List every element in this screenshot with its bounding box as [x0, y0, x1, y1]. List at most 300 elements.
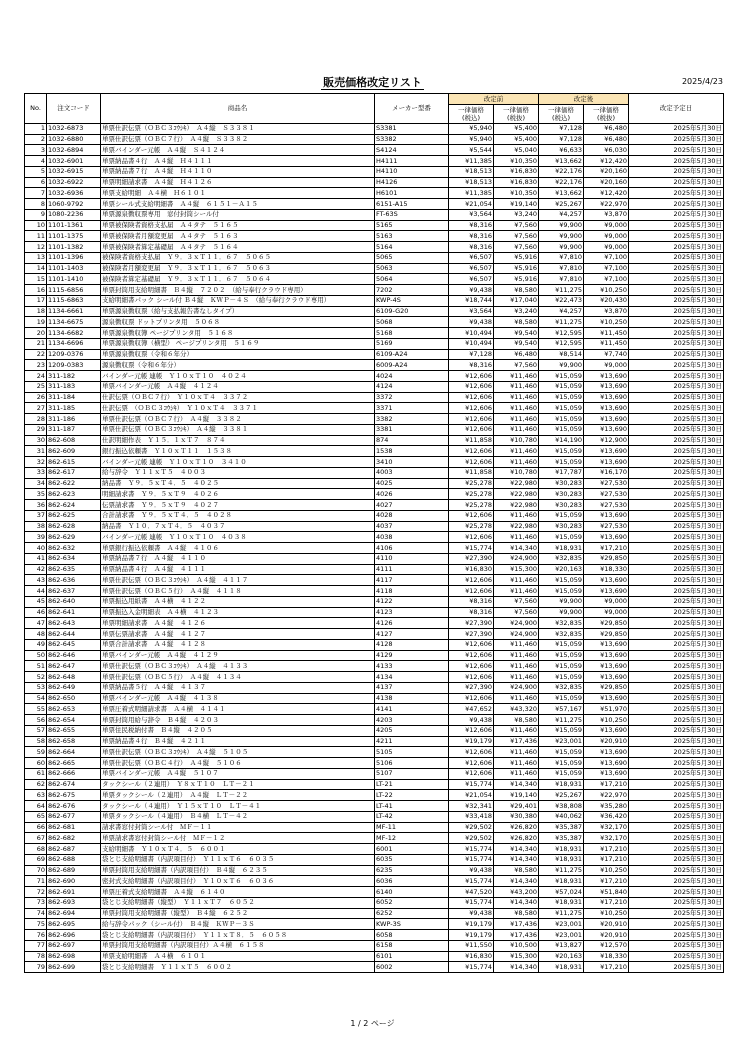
table-row	[25, 553, 724, 564]
row-after-tax-ex: ¥9,000	[584, 360, 629, 371]
row-before-tax-ex: ¥22,980	[494, 489, 539, 500]
row-date: 2025年5月30日	[629, 263, 724, 274]
row-code: 862-629	[47, 532, 101, 543]
row-code: 1032-6936	[47, 188, 101, 199]
row-before-tax-ex: ¥19,140	[494, 199, 539, 210]
row-maker: LT-21	[375, 779, 449, 790]
row-after-tax-in: ¥6,633	[539, 145, 584, 156]
row-before-tax-in: ¥6,507	[449, 274, 494, 285]
row-no: 26	[25, 392, 47, 403]
row-after-tax-ex: ¥13,690	[584, 650, 629, 661]
row-after-tax-in: ¥11,275	[539, 715, 584, 726]
row-before-tax-ex: ¥14,340	[494, 779, 539, 790]
row-no: 31	[25, 446, 47, 457]
row-after-tax-ex: ¥12,420	[584, 156, 629, 167]
row-name: 単票伝票請求書 Ａ４縦 ４１２７	[101, 629, 375, 640]
row-date: 2025年5月30日	[629, 930, 724, 941]
row-name: 支給明細書パック シール付 Ｂ４縦 ＫＷＰ－４Ｓ （給与奉行クラウド専用）	[101, 295, 375, 306]
row-before-tax-in: ¥19,179	[449, 930, 494, 941]
row-after-tax-in: ¥15,059	[539, 758, 584, 769]
row-after-tax-in: ¥11,275	[539, 285, 584, 296]
row-before-tax-in: ¥12,606	[449, 725, 494, 736]
row-maker: KWP-3S	[375, 919, 449, 930]
row-maker: 4134	[375, 672, 449, 683]
row-after-tax-ex: ¥20,430	[584, 295, 629, 306]
table-row	[25, 338, 724, 349]
row-before-tax-ex: ¥17,436	[494, 919, 539, 930]
row-after-tax-ex: ¥9,000	[584, 220, 629, 231]
row-maker: 4025	[375, 478, 449, 489]
row-name: 単票納品書４行 Ａ４縦 Ｈ４１１１	[101, 156, 375, 167]
row-before-tax-in: ¥5,940	[449, 134, 494, 145]
header-before-tax-ex: 一律価格 (税抜)	[494, 104, 539, 123]
row-maker: 5106	[375, 758, 449, 769]
row-after-tax-in: ¥15,059	[539, 661, 584, 672]
row-date: 2025年5月30日	[629, 500, 724, 511]
table-row	[25, 457, 724, 468]
row-before-tax-in: ¥15,774	[449, 844, 494, 855]
row-after-tax-in: ¥12,595	[539, 328, 584, 339]
row-maker: 3372	[375, 392, 449, 403]
row-maker: 6109-A24	[375, 349, 449, 360]
row-code: 862-655	[47, 725, 101, 736]
row-after-tax-in: ¥15,059	[539, 693, 584, 704]
table-row	[25, 134, 724, 145]
row-before-tax-ex: ¥11,460	[494, 424, 539, 435]
row-before-tax-ex: ¥8,580	[494, 285, 539, 296]
row-before-tax-in: ¥47,520	[449, 887, 494, 898]
row-after-tax-ex: ¥27,530	[584, 500, 629, 511]
row-before-tax-ex: ¥7,560	[494, 607, 539, 618]
row-code: 862-641	[47, 607, 101, 618]
row-no: 18	[25, 306, 47, 317]
table-row	[25, 607, 724, 618]
row-before-tax-ex: ¥22,980	[494, 478, 539, 489]
row-date: 2025年5月30日	[629, 618, 724, 629]
row-no: 78	[25, 951, 47, 962]
row-before-tax-in: ¥6,507	[449, 252, 494, 263]
row-after-tax-in: ¥20,163	[539, 564, 584, 575]
row-no: 71	[25, 876, 47, 887]
row-maker: 3381	[375, 424, 449, 435]
table-row	[25, 467, 724, 478]
row-before-tax-in: ¥12,606	[449, 371, 494, 382]
row-name: 単票源泉徴収簿（横型） ページプリンタ用 ５１６９	[101, 338, 375, 349]
row-date: 2025年5月30日	[629, 134, 724, 145]
row-maker: 4003	[375, 467, 449, 478]
row-before-tax-ex: ¥11,460	[494, 747, 539, 758]
row-after-tax-ex: ¥9,000	[584, 607, 629, 618]
row-date: 2025年5月30日	[629, 822, 724, 833]
row-date: 2025年5月30日	[629, 543, 724, 554]
row-no: 65	[25, 811, 47, 822]
row-code: 1101-1361	[47, 220, 101, 231]
row-code: 862-632	[47, 543, 101, 554]
row-name: 単票タックシール（４連用） Ｂ４横 ＬＴ－４２	[101, 811, 375, 822]
row-before-tax-ex: ¥11,460	[494, 758, 539, 769]
row-no: 50	[25, 650, 47, 661]
row-no: 70	[25, 865, 47, 876]
row-after-tax-ex: ¥13,690	[584, 532, 629, 543]
row-before-tax-ex: ¥7,560	[494, 242, 539, 253]
row-after-tax-in: ¥18,931	[539, 876, 584, 887]
row-after-tax-ex: ¥13,690	[584, 446, 629, 457]
row-code: 862-675	[47, 790, 101, 801]
row-no: 42	[25, 564, 47, 575]
row-date: 2025年5月30日	[629, 381, 724, 392]
row-name: 明細請求書 Ｙ９．５ｘＴ９ ４０２６	[101, 489, 375, 500]
row-after-tax-ex: ¥20,910	[584, 930, 629, 941]
row-after-tax-ex: ¥29,850	[584, 629, 629, 640]
row-after-tax-in: ¥32,835	[539, 629, 584, 640]
row-maker: 6158	[375, 940, 449, 951]
table-row	[25, 768, 724, 779]
row-before-tax-in: ¥11,385	[449, 156, 494, 167]
row-maker: 4111	[375, 564, 449, 575]
row-name: 納品書 Ｙ９．５ｘＴ４．５ ４０２５	[101, 478, 375, 489]
row-name: 単票封筒用支給明細書（内訳項目付）Ａ４横 ６１５８	[101, 940, 375, 951]
table-row	[25, 285, 724, 296]
row-code: 862-615	[47, 457, 101, 468]
row-before-tax-ex: ¥11,460	[494, 403, 539, 414]
row-name: 単票仕訳伝票（ＯＢＣ３ｺｳｼｷ） Ａ４縦 Ｓ３３８１	[101, 123, 375, 134]
row-before-tax-ex: ¥17,436	[494, 930, 539, 941]
row-after-tax-ex: ¥17,210	[584, 854, 629, 865]
row-no: 61	[25, 768, 47, 779]
row-after-tax-ex: ¥6,030	[584, 145, 629, 156]
table-row	[25, 704, 724, 715]
row-maker: 4027	[375, 500, 449, 511]
row-date: 2025年5月30日	[629, 682, 724, 693]
row-before-tax-in: ¥11,858	[449, 435, 494, 446]
row-no: 52	[25, 672, 47, 683]
row-before-tax-ex: ¥5,916	[494, 274, 539, 285]
row-after-tax-ex: ¥29,850	[584, 618, 629, 629]
row-date: 2025年5月30日	[629, 553, 724, 564]
row-after-tax-in: ¥30,283	[539, 521, 584, 532]
row-name: 単票源泉徴収票（令和６年分）	[101, 349, 375, 360]
row-after-tax-in: ¥25,267	[539, 199, 584, 210]
table-row	[25, 747, 724, 758]
row-name: 単票仕訳伝票（ＯＢＣ４行） Ａ４縦 ５１０６	[101, 758, 375, 769]
row-after-tax-ex: ¥20,160	[584, 166, 629, 177]
row-date: 2025年5月30日	[629, 403, 724, 414]
row-after-tax-in: ¥11,275	[539, 317, 584, 328]
table-row	[25, 822, 724, 833]
table-row	[25, 446, 724, 457]
row-code: 862-609	[47, 446, 101, 457]
row-date: 2025年5月30日	[629, 446, 724, 457]
row-date: 2025年5月30日	[629, 478, 724, 489]
row-after-tax-in: ¥17,787	[539, 467, 584, 478]
row-maker: 3410	[375, 457, 449, 468]
row-code: 1032-6873	[47, 123, 101, 134]
table-row	[25, 876, 724, 887]
row-before-tax-in: ¥12,606	[449, 661, 494, 672]
row-no: 77	[25, 940, 47, 951]
row-before-tax-in: ¥18,513	[449, 166, 494, 177]
row-maker: 1538	[375, 446, 449, 457]
table-row	[25, 478, 724, 489]
table-row	[25, 930, 724, 941]
row-maker: 874	[375, 435, 449, 446]
row-date: 2025年5月30日	[629, 532, 724, 543]
row-no: 13	[25, 252, 47, 263]
row-name: 単票源泉徴収票専用 窓付封筒シール付	[101, 209, 375, 220]
row-before-tax-in: ¥9,438	[449, 908, 494, 919]
document-title: 販売価格改定リスト	[323, 76, 422, 89]
row-code: 862-646	[47, 650, 101, 661]
row-code: 862-682	[47, 833, 101, 844]
row-before-tax-in: ¥5,940	[449, 123, 494, 134]
row-date: 2025年5月30日	[629, 424, 724, 435]
row-before-tax-in: ¥27,390	[449, 629, 494, 640]
row-code: 1101-1396	[47, 252, 101, 263]
row-maker: 4028	[375, 510, 449, 521]
row-before-tax-ex: ¥8,580	[494, 908, 539, 919]
row-before-tax-in: ¥12,606	[449, 414, 494, 425]
row-after-tax-in: ¥7,810	[539, 274, 584, 285]
table-row	[25, 145, 724, 156]
row-code: 862-653	[47, 704, 101, 715]
row-no: 58	[25, 736, 47, 747]
row-after-tax-in: ¥4,257	[539, 209, 584, 220]
row-after-tax-in: ¥38,808	[539, 801, 584, 812]
table-row	[25, 650, 724, 661]
table-row	[25, 672, 724, 683]
row-name: 給与辞令パック（シール付） Ｂ４縦 ＫＷＰ－３Ｓ	[101, 919, 375, 930]
row-code: 1134-6696	[47, 338, 101, 349]
table-row	[25, 220, 724, 231]
row-no: 74	[25, 908, 47, 919]
row-before-tax-ex: ¥7,560	[494, 220, 539, 231]
row-before-tax-in: ¥12,606	[449, 457, 494, 468]
row-name: 源泉徴収票 ドットプリンタ用 ５０６８	[101, 317, 375, 328]
row-maker: 5063	[375, 263, 449, 274]
row-date: 2025年5月30日	[629, 510, 724, 521]
row-after-tax-in: ¥22,176	[539, 177, 584, 188]
row-before-tax-ex: ¥11,460	[494, 575, 539, 586]
row-after-tax-ex: ¥9,000	[584, 242, 629, 253]
row-after-tax-in: ¥15,059	[539, 768, 584, 779]
row-before-tax-ex: ¥6,480	[494, 349, 539, 360]
row-name: 単票封筒用給与辞令 Ｂ４縦 ４２０３	[101, 715, 375, 726]
table-row	[25, 317, 724, 328]
row-maker: 5105	[375, 747, 449, 758]
row-no: 37	[25, 510, 47, 521]
row-after-tax-in: ¥30,283	[539, 478, 584, 489]
row-before-tax-in: ¥12,606	[449, 768, 494, 779]
row-before-tax-ex: ¥29,401	[494, 801, 539, 812]
row-maker: 4128	[375, 639, 449, 650]
table-row	[25, 693, 724, 704]
row-before-tax-in: ¥29,502	[449, 822, 494, 833]
row-after-tax-in: ¥22,176	[539, 166, 584, 177]
row-before-tax-ex: ¥11,460	[494, 371, 539, 382]
row-date: 2025年5月30日	[629, 177, 724, 188]
row-name: 単票仕訳伝票（ＯＢＣ３ｺｳｼｷ） Ａ４縦 ４１３３	[101, 661, 375, 672]
row-after-tax-in: ¥18,931	[539, 543, 584, 554]
table-row	[25, 854, 724, 865]
row-maker: 4118	[375, 586, 449, 597]
row-code: 1134-6661	[47, 306, 101, 317]
row-before-tax-in: ¥9,438	[449, 285, 494, 296]
row-date: 2025年5月30日	[629, 489, 724, 500]
row-after-tax-in: ¥9,900	[539, 360, 584, 371]
row-name: バインダー元帳 連帳 Ｙ１０ｘＴ１０ ４０２４	[101, 371, 375, 382]
row-maker: 5165	[375, 220, 449, 231]
row-date: 2025年5月30日	[629, 854, 724, 865]
row-code: 862-623	[47, 489, 101, 500]
table-row	[25, 532, 724, 543]
row-code: 862-624	[47, 500, 101, 511]
row-code: 1032-6894	[47, 145, 101, 156]
page-footer: 1 / 2 ページ	[350, 1019, 395, 1028]
row-after-tax-in: ¥15,059	[539, 424, 584, 435]
table-row	[25, 371, 724, 382]
row-after-tax-ex: ¥13,690	[584, 747, 629, 758]
row-date: 2025年5月30日	[629, 897, 724, 908]
row-no: 69	[25, 854, 47, 865]
row-before-tax-in: ¥12,606	[449, 650, 494, 661]
row-date: 2025年5月30日	[629, 758, 724, 769]
row-no: 47	[25, 618, 47, 629]
table-row	[25, 586, 724, 597]
row-after-tax-ex: ¥17,210	[584, 844, 629, 855]
header-no: No.	[25, 94, 47, 124]
row-date: 2025年5月30日	[629, 779, 724, 790]
row-before-tax-in: ¥7,128	[449, 349, 494, 360]
row-before-tax-ex: ¥15,300	[494, 951, 539, 962]
row-maker: 6140	[375, 887, 449, 898]
row-date: 2025年5月30日	[629, 242, 724, 253]
row-before-tax-ex: ¥15,300	[494, 564, 539, 575]
row-after-tax-ex: ¥13,690	[584, 392, 629, 403]
row-before-tax-ex: ¥24,900	[494, 553, 539, 564]
row-name: 袋とじ支給明細書（内訳項目付） Ｙ１１ｘＴ８．５ ６０５８	[101, 930, 375, 941]
row-after-tax-in: ¥15,059	[539, 457, 584, 468]
row-no: 24	[25, 371, 47, 382]
row-before-tax-in: ¥25,278	[449, 489, 494, 500]
row-code: 1032-6901	[47, 156, 101, 167]
row-before-tax-in: ¥12,606	[449, 693, 494, 704]
row-maker: 6252	[375, 908, 449, 919]
row-name: 単票振込用紙書 Ａ４横 ４１２２	[101, 596, 375, 607]
table-row	[25, 811, 724, 822]
row-after-tax-ex: ¥12,420	[584, 188, 629, 199]
row-code: 862-665	[47, 758, 101, 769]
row-after-tax-in: ¥7,810	[539, 263, 584, 274]
row-code: 862-674	[47, 779, 101, 790]
row-before-tax-in: ¥47,652	[449, 704, 494, 715]
row-code: 862-628	[47, 521, 101, 532]
row-date: 2025年5月30日	[629, 951, 724, 962]
row-no: 10	[25, 220, 47, 231]
row-date: 2025年5月30日	[629, 586, 724, 597]
row-after-tax-in: ¥7,128	[539, 123, 584, 134]
row-before-tax-in: ¥9,438	[449, 715, 494, 726]
row-date: 2025年5月30日	[629, 650, 724, 661]
row-before-tax-in: ¥21,054	[449, 199, 494, 210]
table-row	[25, 435, 724, 446]
row-before-tax-ex: ¥7,560	[494, 231, 539, 242]
row-after-tax-ex: ¥13,690	[584, 672, 629, 683]
row-before-tax-in: ¥15,774	[449, 543, 494, 554]
row-name: 納品書 Ｙ１０．７ｘＴ４．５ ４０３７	[101, 521, 375, 532]
row-date: 2025年5月30日	[629, 940, 724, 951]
row-name: 単票支給明細書 Ａ４横 ６１０１	[101, 951, 375, 962]
row-after-tax-ex: ¥13,690	[584, 639, 629, 650]
row-before-tax-ex: ¥7,560	[494, 596, 539, 607]
row-after-tax-in: ¥30,283	[539, 489, 584, 500]
table-row	[25, 349, 724, 360]
row-maker: MF-12	[375, 833, 449, 844]
row-code: 1101-1410	[47, 274, 101, 285]
row-date: 2025年5月30日	[629, 392, 724, 403]
row-maker: 4205	[375, 725, 449, 736]
row-before-tax-ex: ¥5,400	[494, 123, 539, 134]
table-row	[25, 725, 724, 736]
row-name: 単票被保険者資格支払届 Ａ４タテ ５１６５	[101, 220, 375, 231]
row-name: 袋とじ支給明細書（縦型） Ｙ１１ｘＴ７ ６０５２	[101, 897, 375, 908]
row-name: 仕訳明細作表 Ｙ１５．１ｘＴ７ ８７４	[101, 435, 375, 446]
row-maker: 5065	[375, 252, 449, 263]
row-code: 1032-6922	[47, 177, 101, 188]
row-maker: LT-41	[375, 801, 449, 812]
row-after-tax-in: ¥15,059	[539, 575, 584, 586]
row-name: 伝票請求書 Ｙ９．５ｘＴ９ ４０２７	[101, 500, 375, 511]
row-code: 862-649	[47, 682, 101, 693]
row-before-tax-ex: ¥11,460	[494, 446, 539, 457]
row-before-tax-in: ¥12,606	[449, 392, 494, 403]
row-no: 57	[25, 725, 47, 736]
table-row	[25, 403, 724, 414]
row-before-tax-in: ¥16,830	[449, 564, 494, 575]
price-revision-table	[24, 93, 724, 973]
row-before-tax-in: ¥15,774	[449, 962, 494, 973]
row-no: 63	[25, 790, 47, 801]
row-before-tax-ex: ¥24,900	[494, 618, 539, 629]
row-date: 2025年5月30日	[629, 371, 724, 382]
row-no: 49	[25, 639, 47, 650]
row-code: 862-647	[47, 661, 101, 672]
row-no: 76	[25, 930, 47, 941]
row-after-tax-ex: ¥9,000	[584, 596, 629, 607]
row-before-tax-ex: ¥11,460	[494, 532, 539, 543]
row-before-tax-in: ¥12,606	[449, 575, 494, 586]
row-before-tax-ex: ¥11,460	[494, 586, 539, 597]
row-maker: 4123	[375, 607, 449, 618]
row-after-tax-ex: ¥20,160	[584, 177, 629, 188]
row-code: 1115-6863	[47, 295, 101, 306]
row-maker: H4111	[375, 156, 449, 167]
table-row	[25, 682, 724, 693]
row-date: 2025年5月30日	[629, 467, 724, 478]
row-maker: 6002	[375, 962, 449, 973]
row-name: 単票請求書窓付封筒シール付 ＭＦ－１２	[101, 833, 375, 844]
row-code: 1060-9792	[47, 199, 101, 210]
row-no: 55	[25, 704, 47, 715]
row-before-tax-in: ¥29,502	[449, 833, 494, 844]
row-after-tax-in: ¥35,387	[539, 833, 584, 844]
row-before-tax-ex: ¥24,900	[494, 682, 539, 693]
row-after-tax-ex: ¥13,690	[584, 661, 629, 672]
row-name: 単票被保険者月額変更届 Ａ４タテ ５１６３	[101, 231, 375, 242]
row-code: 862-698	[47, 951, 101, 962]
table-row	[25, 758, 724, 769]
row-after-tax-in: ¥15,059	[539, 414, 584, 425]
row-no: 79	[25, 962, 47, 973]
